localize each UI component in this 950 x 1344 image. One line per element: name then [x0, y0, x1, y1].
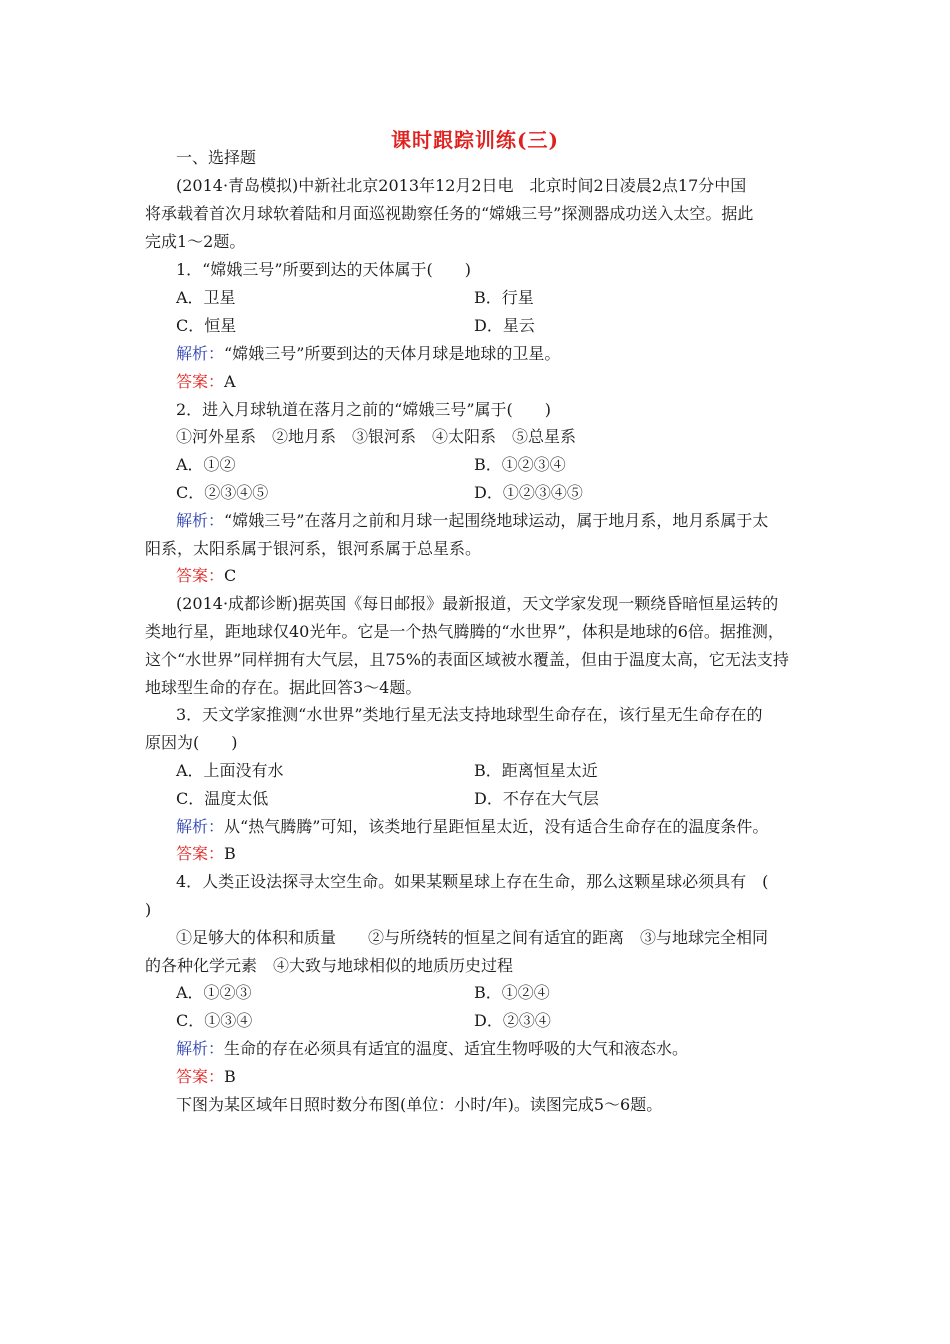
- answer-label: 答案：: [176, 372, 225, 391]
- answer-value: A: [224, 372, 236, 391]
- q3-stem-line1: 3．天文学家推测“水世界”类地行星无法支持地球型生命存在，该行星无生命存在的: [176, 705, 763, 724]
- analysis-text: “嫦娥三号”所要到达的天体月球是地球的卫星。: [224, 344, 561, 363]
- q4-analysis: [176, 1039, 688, 1059]
- analysis-text: 从“热气腾腾”可知，该类地行星距恒星太近，没有适合生命存在的温度条件。: [224, 817, 769, 836]
- q4-items-line1: ①足够大的体积和质量 ②与所绕转的恒星之间有适宜的距离 ③与地球完全相同: [176, 928, 769, 947]
- q4-stem-line1: 4．人类正设法探寻太空生命。如果某颗星球上存在生命，那么这颗星球必须具有 (: [176, 872, 769, 891]
- q1-option-a: A．卫星: [176, 288, 236, 307]
- analysis-label: 解析：: [176, 511, 225, 530]
- analysis-text: 生命的存在必须具有适宜的温度、适宜生物呼吸的大气和液态水。: [224, 1039, 689, 1058]
- q1-answer: [176, 372, 236, 392]
- q2-answer: [176, 566, 236, 586]
- intro2-line3: 这个“水世界”同样拥有大气层，且75%的表面区域被水覆盖，但由于温度太高，它无法支持: [145, 650, 789, 669]
- q1-option-d: D．星云: [474, 316, 535, 335]
- intro1-line1: (2014·青岛模拟)中新社北京2013年12月2日电 北京时间2日凌晨2点17分中国: [176, 176, 747, 195]
- q3-option-a: A．上面没有水: [176, 761, 284, 780]
- analysis-label: 解析：: [176, 817, 225, 836]
- answer-value: B: [224, 1067, 236, 1086]
- q3-stem-line2: 原因为( ): [145, 733, 238, 752]
- q2-items: ①河外星系 ②地月系 ③银河系 ④太阳系 ⑤总星系: [176, 427, 577, 446]
- q2-option-a: A．①②: [176, 455, 236, 474]
- answer-label: 答案：: [176, 844, 225, 863]
- intro3: 下图为某区域年日照时数分布图(单位：小时/年)。读图完成5～6题。: [176, 1095, 663, 1114]
- q2-analysis-line2: 阳系，太阳系属于银河系，银河系属于总星系。: [145, 539, 482, 558]
- q3-analysis: [176, 817, 768, 837]
- answer-value: C: [224, 566, 237, 585]
- answer-value: B: [224, 844, 236, 863]
- q3-option-b: B．距离恒星太近: [474, 761, 598, 780]
- section-heading: 一、选择题: [176, 148, 257, 167]
- page-title: 课时跟踪训练(三): [391, 128, 559, 152]
- q2-option-d: D．①②③④⑤: [474, 483, 583, 502]
- q2-analysis-line1: [176, 511, 768, 531]
- intro2-line2: 类地行星，距地球仅40光年。它是一个热气腾腾的“水世界”，体积是地球的6倍。据推测，: [145, 622, 784, 641]
- answer-label: 答案：: [176, 1067, 225, 1086]
- q4-items-line2: 的各种化学元素 ④大致与地球相似的地质历史过程: [145, 956, 514, 975]
- q2-option-b: B．①②③④: [474, 455, 566, 474]
- q4-answer: [176, 1067, 236, 1087]
- intro2-line1: (2014·成都诊断)据英国《每日邮报》最新报道，天文学家发现一颗绕昏暗恒星运转的: [176, 594, 779, 613]
- intro1-line2: 将承载着首次月球软着陆和月面巡视勘察任务的“嫦娥三号”探测器成功送入太空。据此: [145, 204, 754, 223]
- q4-option-a: A．①②③: [176, 983, 252, 1002]
- q4-option-d: D．②③④: [474, 1011, 551, 1030]
- analysis-text: “嫦娥三号”在落月之前和月球一起围绕地球运动，属于地月系，地月系属于太: [224, 511, 769, 530]
- q1-option-b: B．行星: [474, 288, 534, 307]
- intro1-line3: 完成1～2题。: [145, 232, 246, 251]
- answer-label: 答案：: [176, 566, 225, 585]
- q2-option-c: C．②③④⑤: [176, 483, 269, 502]
- q2-stem: 2．进入月球轨道在落月之前的“嫦娥三号”属于( ): [176, 400, 552, 419]
- analysis-label: 解析：: [176, 344, 225, 363]
- q3-option-c: C．温度太低: [176, 789, 269, 808]
- q1-analysis: [176, 344, 560, 364]
- q3-option-d: D．不存在大气层: [474, 789, 599, 808]
- q1-option-c: C．恒星: [176, 316, 237, 335]
- q4-option-b: B．①②④: [474, 983, 550, 1002]
- q4-option-c: C．①③④: [176, 1011, 253, 1030]
- q4-stem-line2: ): [145, 900, 152, 919]
- analysis-label: 解析：: [176, 1039, 225, 1058]
- q3-answer: [176, 844, 236, 864]
- intro2-line4: 地球型生命的存在。据此回答3～4题。: [145, 678, 422, 697]
- q1-stem: 1．“嫦娥三号”所要到达的天体属于( ): [176, 260, 472, 279]
